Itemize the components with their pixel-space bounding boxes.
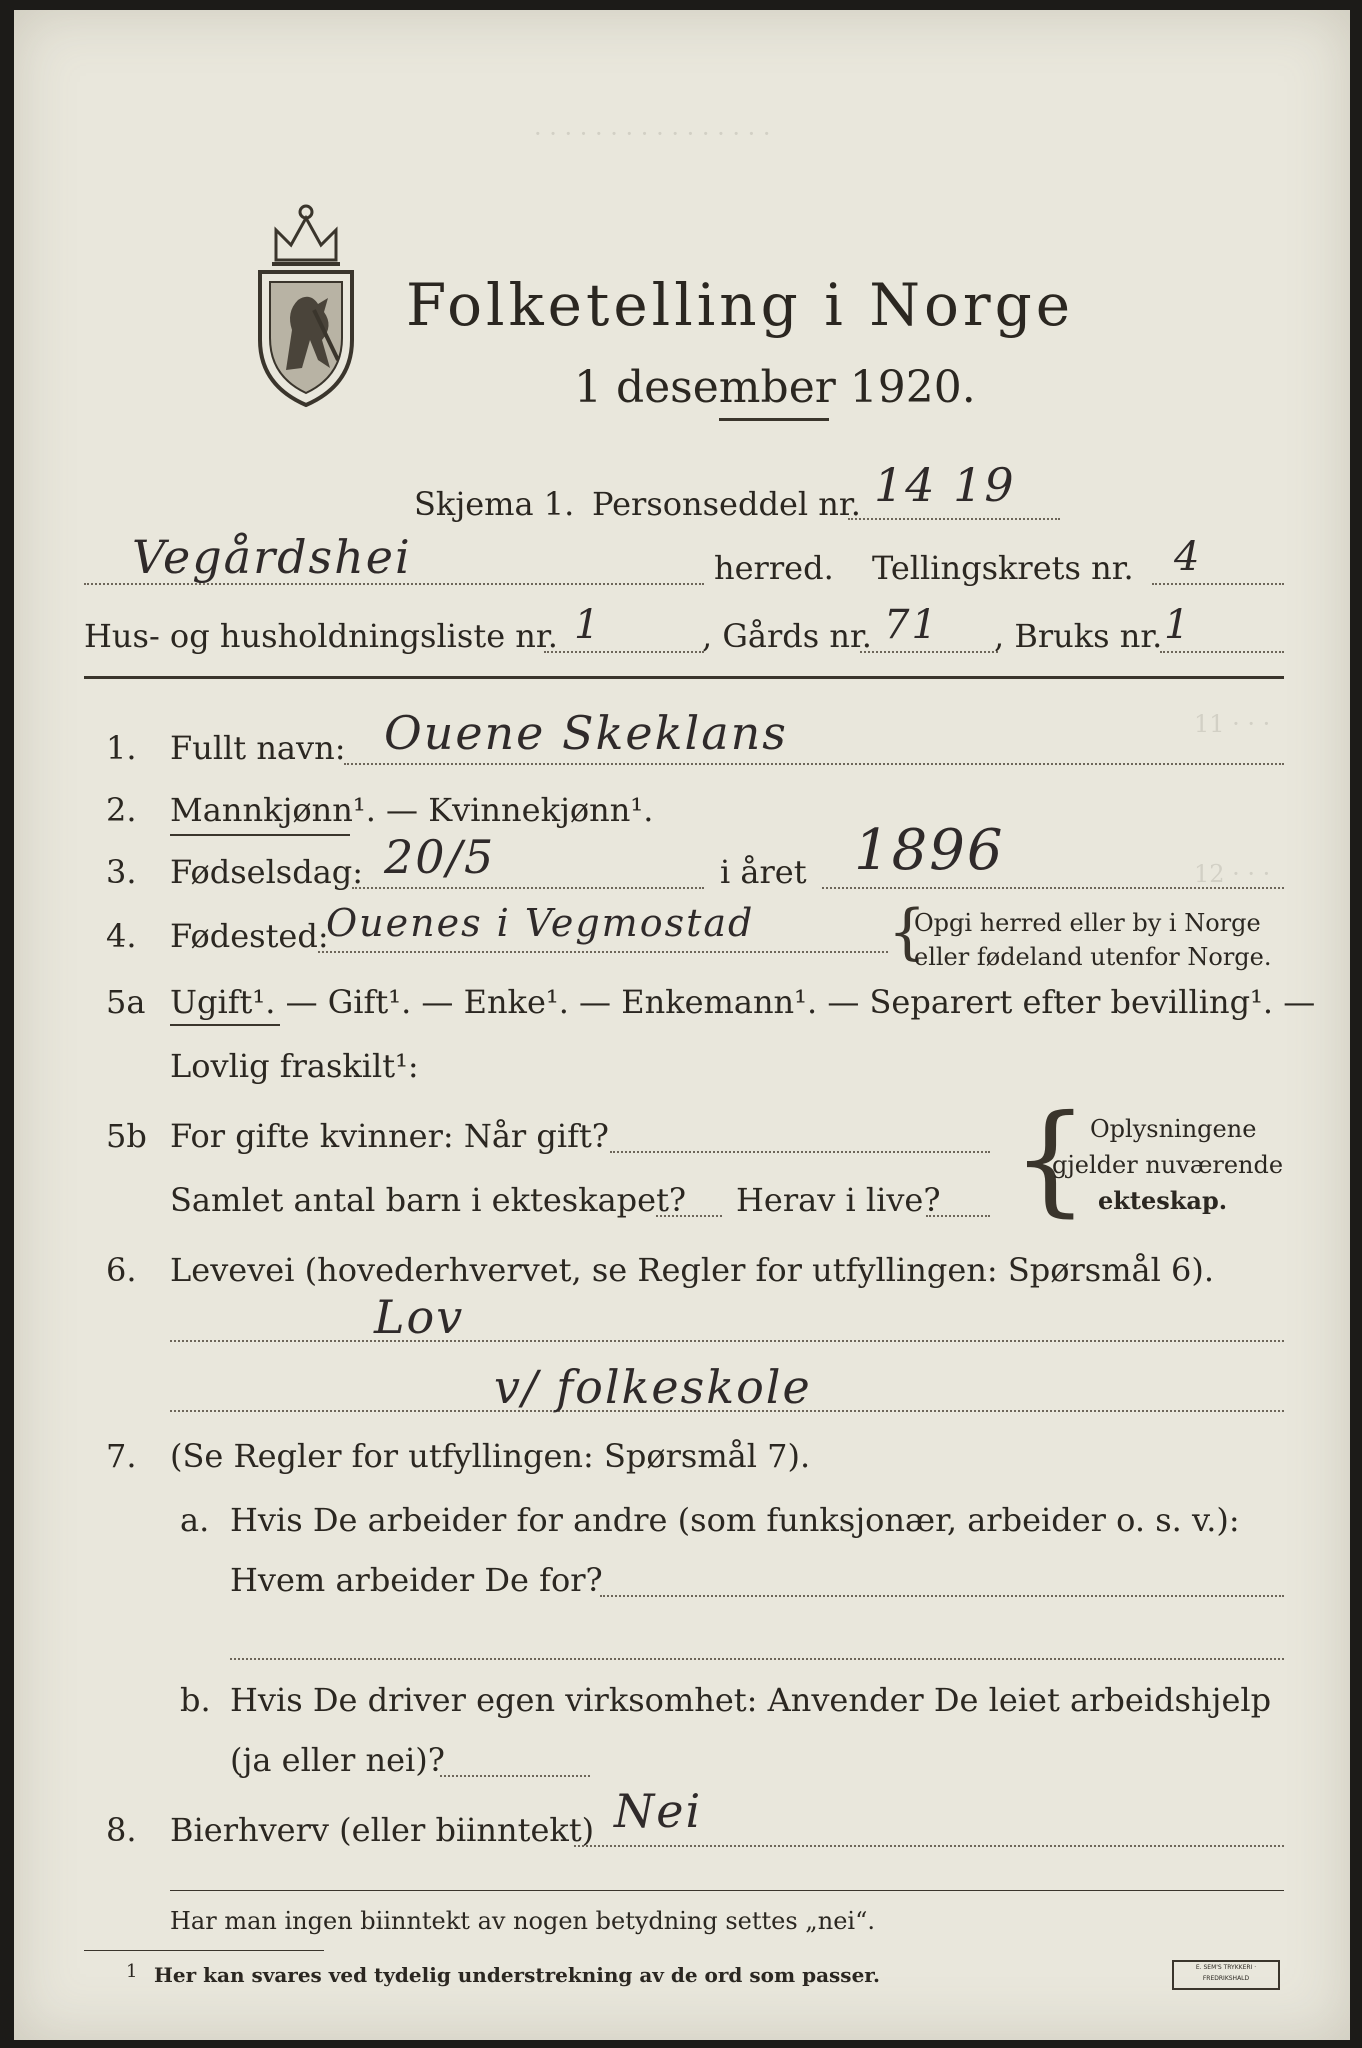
- q8-field-line: [574, 1845, 1284, 1847]
- q4-brace: {: [888, 897, 927, 967]
- birthplace-value: Ouenes i Vegmostad: [326, 901, 755, 945]
- q4-note-line1: Opgi herred eller by i Norge: [914, 909, 1261, 937]
- title-rule: [719, 418, 829, 421]
- q3-field-line: [352, 887, 704, 889]
- q7b-line1: Hvis De driver egen virksomhet: Anvender De leiet arbeidshjelp: [230, 1681, 1272, 1719]
- secondary-income-value: Nei: [614, 1784, 703, 1838]
- form-title: Folketelling i Norge: [406, 271, 1075, 339]
- q7a-field-line-1: [600, 1595, 1284, 1597]
- q8-label: Bierhverv (eller biinntekt): [170, 1811, 595, 1849]
- tellingskrets-field-line: [1152, 583, 1284, 585]
- q5a-selection-underline: [170, 1024, 280, 1026]
- q4-field-line: [318, 951, 888, 953]
- q7b-line2: (ja eller nei)?: [230, 1741, 445, 1779]
- q5b-note-line2: gjelder nuværende: [1052, 1151, 1284, 1179]
- birth-date-value: 20/5: [384, 830, 496, 884]
- tellingskrets-label: Tellingskrets nr.: [872, 549, 1134, 587]
- tellingskrets-value: 4: [1174, 534, 1202, 580]
- q5b-children-field-line: [656, 1215, 722, 1217]
- bruks-label: , Bruks nr.: [994, 617, 1163, 655]
- bleed-through-text: 12 · · ·: [1194, 860, 1271, 888]
- q7a-line1: Hvis De arbeider for andre (som funksjonær, arbeider o. s. v.):: [230, 1501, 1240, 1539]
- skjema-label: Skjema 1.: [414, 485, 575, 523]
- census-form: [14, 10, 1350, 2040]
- q5b-married-field-line: [610, 1151, 990, 1153]
- q5a-number: 5a: [106, 983, 146, 1021]
- footer-note: Har man ingen biinntekt av nogen betydning settes „nei“.: [170, 1907, 875, 1935]
- q8-number: 8.: [106, 1811, 137, 1849]
- q5a-line1: Ugift¹. — Gift¹. — Enke¹. — Enkemann¹. — Separert efter bevilling¹. —: [170, 983, 1316, 1021]
- q3-year-field-line: [822, 887, 1284, 889]
- q5b-note-line3: ekteskap.: [1098, 1186, 1228, 1215]
- q4-label: Fødested:: [170, 917, 329, 955]
- printer-stamp: E. SEM'S TRYKKERI · FREDRIKSHALD: [1172, 1960, 1280, 1990]
- q5b-line2a: Samlet antal barn i ekteskapet?: [170, 1181, 687, 1219]
- norwegian-coat-of-arms-icon: [246, 200, 366, 410]
- occupation-value-1: Lov: [374, 1290, 465, 1344]
- footnote-mark: 1: [126, 1961, 138, 1982]
- bruks-value: 1: [1164, 602, 1192, 648]
- q3-label: Fødselsdag:: [170, 853, 364, 891]
- q2-selection-underline: [170, 834, 350, 836]
- footnote-rule: [84, 1950, 324, 1951]
- q5b-note-line1: Oplysningene: [1090, 1115, 1257, 1143]
- q2-number: 2.: [106, 791, 137, 829]
- q5a-line2: Lovlig fraskilt¹:: [170, 1047, 419, 1085]
- gards-label: , Gårds nr.: [702, 617, 872, 655]
- gards-field-line: [860, 651, 998, 653]
- header-divider: [84, 676, 1284, 679]
- q3-year-label: i året: [720, 853, 807, 891]
- husholdningsliste-label: Hus- og husholdningsliste nr.: [84, 617, 558, 655]
- q2-text: Mannkjønn¹. — Kvinnekjønn¹.: [170, 791, 654, 829]
- q5b-line2b: Herav i live?: [736, 1181, 941, 1219]
- q5b-number: 5b: [106, 1117, 147, 1155]
- q7b-field-line: [440, 1775, 590, 1777]
- q1-field-line: [344, 763, 1284, 765]
- occupation-value-2: v/ folkeskole: [494, 1360, 812, 1414]
- q4-note-line2: eller fødeland utenfor Norge.: [914, 943, 1272, 971]
- form-date: 1 desember 1920.: [574, 362, 976, 413]
- husholdningsliste-value: 1: [574, 602, 602, 648]
- bleed-through-text: 11 · · ·: [1194, 710, 1271, 738]
- q3-number: 3.: [106, 853, 137, 891]
- herred-value: Vegårdshei: [132, 530, 412, 584]
- bleed-through-text: · · · · · · · · · · · · · · · ·: [534, 120, 771, 148]
- q6-text: Levevei (hovederhvervet, se Regler for utfyllingen: Spørsmål 6).: [170, 1251, 1215, 1289]
- q7-number: 7.: [106, 1437, 137, 1475]
- full-name-value: Ouene Skeklans: [384, 706, 788, 760]
- footer-divider: [170, 1890, 1284, 1891]
- personseddel-field-line: [848, 518, 1060, 520]
- q5b-alive-field-line: [926, 1215, 990, 1217]
- q5b-line1: For gifte kvinner: Når gift?: [170, 1117, 609, 1155]
- q5b-brace: {: [1012, 1090, 1089, 1229]
- q7b-number: b.: [180, 1681, 211, 1719]
- q7a-field-line-2: [230, 1658, 1284, 1660]
- q1-label: Fullt navn:: [170, 729, 346, 767]
- q6-field-line-1: [170, 1340, 1284, 1342]
- q6-number: 6.: [106, 1251, 137, 1289]
- q1-number: 1.: [106, 729, 137, 767]
- footnote-text: Her kan svares ved tydelig understrekning av de ord som passer.: [154, 1963, 880, 1987]
- gards-value: 71: [884, 602, 939, 648]
- bruks-field-line: [1160, 651, 1284, 653]
- q7a-number: a.: [180, 1501, 210, 1539]
- herred-label: herred.: [714, 549, 834, 587]
- husholdningsliste-field-line: [544, 651, 704, 653]
- q7a-line2: Hvem arbeider De for?: [230, 1561, 603, 1599]
- q7-text: (Se Regler for utfyllingen: Spørsmål 7).: [170, 1437, 811, 1475]
- personseddel-label: Personseddel nr.: [592, 485, 861, 523]
- birth-year-value: 1896: [854, 818, 1005, 883]
- q4-number: 4.: [106, 917, 137, 955]
- personseddel-value: 14 19: [874, 458, 1016, 512]
